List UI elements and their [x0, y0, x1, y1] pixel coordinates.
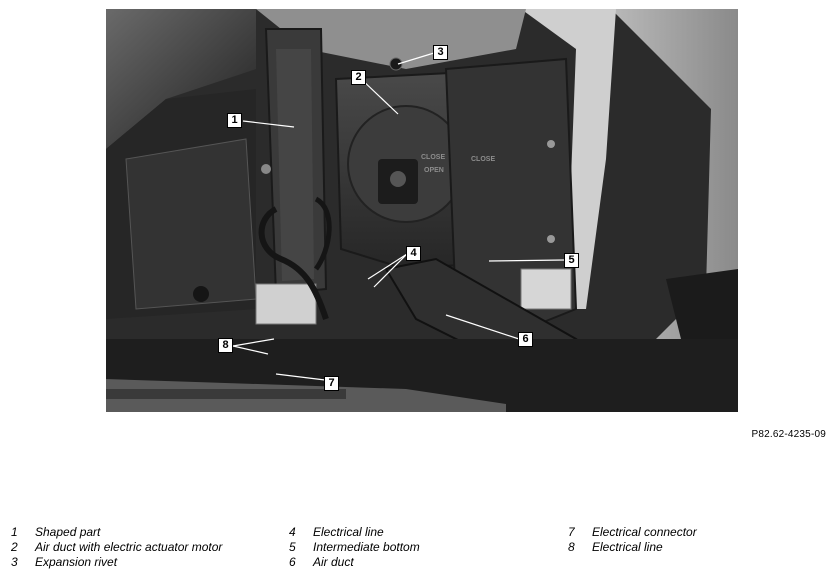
- legend-item: [289, 540, 420, 555]
- legend-number: 7: [568, 525, 575, 539]
- legend-label: Intermediate bottom: [313, 540, 420, 554]
- legend-item: [568, 540, 697, 555]
- figure-reference-id: P82.62-4235-09: [751, 429, 826, 440]
- close-stamp: CLOSE: [421, 154, 446, 161]
- legend-item: [568, 525, 697, 540]
- legend-number: 6: [289, 555, 296, 569]
- component-photo: [106, 9, 738, 412]
- callout-1: 1: [227, 113, 242, 128]
- legend-item: [289, 525, 420, 540]
- legend-label: Electrical connector: [592, 525, 697, 539]
- legend-label: Air duct with electric actuator motor: [35, 540, 223, 554]
- legend-number: 5: [289, 540, 296, 554]
- close-stamp-2: CLOSE: [471, 156, 496, 163]
- legend-item: [11, 555, 222, 570]
- legend-number: 3: [11, 555, 18, 569]
- photo-illustration: [106, 9, 738, 412]
- open-stamp: OPEN: [424, 167, 444, 174]
- legend-column-2: [289, 525, 420, 570]
- legend-column-3: [568, 525, 697, 555]
- legend-number: 2: [11, 540, 18, 554]
- legend-item: [11, 525, 222, 540]
- legend-label: Air duct: [313, 555, 354, 569]
- callout-6: 6: [518, 332, 533, 347]
- legend-label: Electrical line: [592, 540, 663, 554]
- legend-number: 4: [289, 525, 296, 539]
- legend-item: [289, 555, 420, 570]
- legend-number: 8: [568, 540, 575, 554]
- legend-number: 1: [11, 525, 18, 539]
- legend-label: Expansion rivet: [35, 555, 118, 569]
- callout-2: 2: [351, 70, 366, 85]
- legend-label: Shaped part: [35, 525, 101, 539]
- legend-column-1: [11, 525, 222, 570]
- legend-item: [11, 540, 222, 555]
- callout-8: 8: [218, 338, 233, 353]
- legend-label: Electrical line: [313, 525, 384, 539]
- callout-3: 3: [433, 45, 448, 60]
- callout-4: 4: [406, 246, 421, 261]
- callout-5: 5: [564, 253, 579, 268]
- callout-7: 7: [324, 376, 339, 391]
